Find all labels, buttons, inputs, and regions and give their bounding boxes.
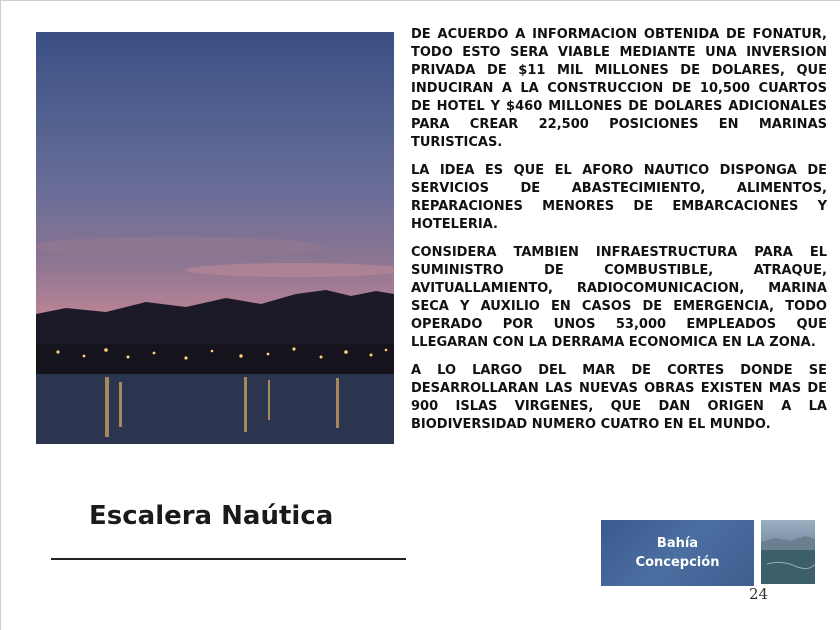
title-underline [51, 558, 406, 560]
badge-line-2: Concepción [635, 555, 720, 570]
harbor-photo-graphic [36, 32, 394, 444]
paragraph: CONSIDERA TAMBIEN INFRAESTRUCTURA PARA EL SUMINISTRO DE COMBUSTIBLE, ATRAQUE, AVITUALLAMIENTO, RADIOCOMUNICACION, MARINA SECA Y AUXILIO EN CASOS DE EMERGENCIA, TODO OPERADO POR UNOS 53,000 EMPLEADOS QUE LLEGARAN CON LA DERRAMA ECONOMICA EN LA ZONA. [411, 245, 827, 350]
paragraph: LA IDEA ES QUE EL AFORO NAUTICO DISPONGA DE SERVICIOS DE ABASTECIMIENTO, ALIMENTOS, REPARACIONES MENORES DE EMBARCACIONES Y HOTELERIA. [411, 163, 827, 232]
body-text [411, 26, 827, 444]
thumbnail-graphic [761, 520, 815, 584]
slide-title: Escalera Naútica [89, 501, 334, 531]
paragraph: DE ACUERDO A INFORMACION OBTENIDA DE FONATUR, TODO ESTO SERA VIABLE MEDIANTE UNA INVERSION PRIVADA DE $11 MIL MILLONES DE DOLARES, QUE INDUCIRAN A LA CONSTRUCCION DE 10,500 CUARTOS DE HOTEL Y $460 MILLONES DE DOLARES ADICIONALES PARA CREAR 22,500 POSICIONES EN MARINAS TURISTICAS. [411, 27, 827, 150]
paragraph: A LO LARGO DEL MAR DE CORTES DONDE SE DESARROLLARAN LAS NUEVAS OBRAS EXISTEN MAS DE 900 ISLAS VIRGENES, QUE DAN ORIGEN A LA BIODIVERSIDAD NUMERO CUATRO EN EL MUNDO. [411, 363, 827, 432]
bay-thumbnail-photo [761, 520, 815, 584]
bahia-concepcion-badge [601, 520, 754, 586]
badge-line-1: Bahía [656, 536, 699, 551]
page-number: 24 [749, 585, 769, 603]
harbor-dusk-photo [36, 32, 394, 444]
